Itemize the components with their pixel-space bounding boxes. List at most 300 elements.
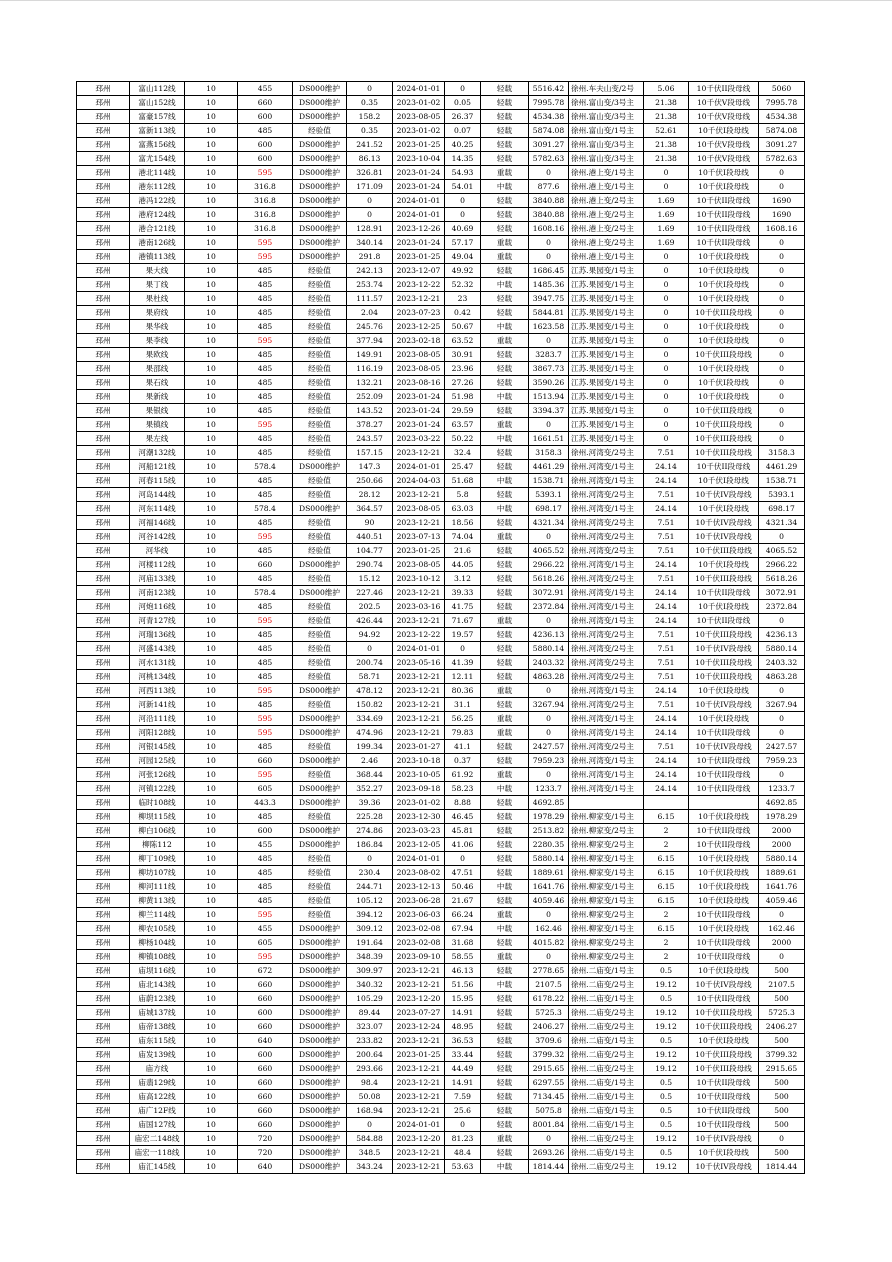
cell-load: 200.74: [347, 656, 393, 670]
cell-substation-margin: 19.12: [644, 978, 689, 992]
cell-remaining-capacity: 3840.88: [529, 194, 569, 208]
cell-load-rate: 61.92: [445, 768, 481, 782]
cell-load: 340.14: [347, 236, 393, 250]
cell-substation: 徐州.河湾变/2号主: [569, 642, 644, 656]
cell-date: 2023-02-08: [393, 936, 445, 950]
cell-line-name: 柳陈112: [130, 838, 185, 852]
cell-load-rate: 48.4: [445, 1146, 481, 1160]
cell-area: 邳州: [77, 838, 130, 852]
table-row: [77, 320, 805, 334]
cell-ampacity: 600: [238, 152, 293, 166]
cell-date: 2023-08-05: [393, 362, 445, 376]
cell-open-capacity: 2372.84: [759, 600, 805, 614]
table-row: [77, 362, 805, 376]
cell-area: 邳州: [77, 208, 130, 222]
cell-voltage: 10: [185, 894, 238, 908]
cell-rating-type: 经验值: [293, 334, 347, 348]
cell-remaining-capacity: 7959.23: [529, 754, 569, 768]
cell-open-capacity: 4065.52: [759, 544, 805, 558]
cell-rating-type: DS000维护: [293, 180, 347, 194]
cell-load-status: 轻载: [481, 698, 529, 712]
cell-ampacity: 595: [238, 250, 293, 264]
cell-load: 94.92: [347, 628, 393, 642]
cell-load-status: 轻载: [481, 754, 529, 768]
cell-busbar: 10千伏IV段母线: [689, 978, 759, 992]
cell-load: 15.12: [347, 572, 393, 586]
cell-load-status: 重载: [481, 768, 529, 782]
cell-busbar: 10千伏I段母线: [689, 558, 759, 572]
cell-remaining-capacity: 0: [529, 1132, 569, 1146]
cell-rating-type: DS000维护: [293, 754, 347, 768]
cell-substation: 徐州.港上变/2号主: [569, 194, 644, 208]
cell-line-name: 庙方线: [130, 1062, 185, 1076]
cell-substation: 徐州.富山变/3号主: [569, 152, 644, 166]
cell-ampacity: 485: [238, 278, 293, 292]
cell-line-name: 富豪157线: [130, 110, 185, 124]
cell-line-name: 河谷142线: [130, 530, 185, 544]
cell-busbar: 10千伏I段母线: [689, 320, 759, 334]
cell-open-capacity: 500: [759, 964, 805, 978]
cell-date: 2023-08-16: [393, 376, 445, 390]
cell-date: 2023-10-05: [393, 768, 445, 782]
cell-line-name: 港冯122线: [130, 194, 185, 208]
cell-area: 邳州: [77, 1076, 130, 1090]
cell-open-capacity: 1690: [759, 208, 805, 222]
cell-remaining-capacity: 162.46: [529, 922, 569, 936]
cell-ampacity: 485: [238, 642, 293, 656]
cell-busbar: 10千伏V段母线: [689, 96, 759, 110]
cell-substation-margin: 7.51: [644, 544, 689, 558]
cell-load-status: 轻载: [481, 124, 529, 138]
cell-area: 邳州: [77, 852, 130, 866]
cell-date: 2023-12-30: [393, 810, 445, 824]
cell-open-capacity: 4863.28: [759, 670, 805, 684]
table-row: [77, 964, 805, 978]
cell-load: 200.64: [347, 1048, 393, 1062]
cell-load-status: 轻载: [481, 208, 529, 222]
cell-ampacity: 316.8: [238, 194, 293, 208]
table-row: [77, 866, 805, 880]
cell-line-name: 庙广12F线: [130, 1104, 185, 1118]
cell-load: 440.51: [347, 530, 393, 544]
cell-date: 2023-07-23: [393, 306, 445, 320]
cell-remaining-capacity: 5075.8: [529, 1104, 569, 1118]
cell-voltage: 10: [185, 362, 238, 376]
cell-load: 104.77: [347, 544, 393, 558]
cell-date: 2023-03-22: [393, 432, 445, 446]
cell-open-capacity: 4461.29: [759, 460, 805, 474]
cell-substation-margin: 7.51: [644, 642, 689, 656]
cell-remaining-capacity: 5880.14: [529, 852, 569, 866]
cell-substation-margin: 0: [644, 166, 689, 180]
cell-area: 邳州: [77, 642, 130, 656]
cell-date: 2023-12-21: [393, 488, 445, 502]
cell-load-rate: 0: [445, 852, 481, 866]
cell-load-status: 中载: [481, 1160, 529, 1174]
cell-ampacity: 600: [238, 138, 293, 152]
cell-open-capacity: 2000: [759, 936, 805, 950]
table-row: [77, 628, 805, 642]
cell-rating-type: 经验值: [293, 768, 347, 782]
cell-busbar: 10千伏II段母线: [689, 222, 759, 236]
cell-load-status: 轻载: [481, 460, 529, 474]
table-row: [77, 978, 805, 992]
cell-voltage: 10: [185, 614, 238, 628]
cell-load-rate: 27.26: [445, 376, 481, 390]
cell-open-capacity: 1889.61: [759, 866, 805, 880]
cell-line-name: 庙蔚123线: [130, 992, 185, 1006]
cell-load-rate: 66.24: [445, 908, 481, 922]
cell-load-rate: 36.53: [445, 1034, 481, 1048]
cell-load: 105.29: [347, 992, 393, 1006]
cell-open-capacity: 0: [759, 950, 805, 964]
cell-substation-margin: 6.15: [644, 810, 689, 824]
cell-area: 邳州: [77, 446, 130, 460]
page-top-rule: [0, 0, 892, 1]
cell-load-status: 中载: [481, 880, 529, 894]
cell-date: 2023-12-21: [393, 446, 445, 460]
table-row: [77, 824, 805, 838]
cell-load-status: 中载: [481, 474, 529, 488]
cell-ampacity: 605: [238, 936, 293, 950]
cell-remaining-capacity: 0: [529, 250, 569, 264]
cell-rating-type: DS000维护: [293, 250, 347, 264]
cell-area: 邳州: [77, 1160, 130, 1174]
cell-line-name: 柳杨104线: [130, 936, 185, 950]
cell-remaining-capacity: 3590.26: [529, 376, 569, 390]
cell-date: 2023-12-21: [393, 964, 445, 978]
cell-busbar: 10千伏II段母线: [689, 586, 759, 600]
cell-ampacity: 595: [238, 684, 293, 698]
cell-rating-type: DS000维护: [293, 1048, 347, 1062]
cell-busbar: 10千伏IV段母线: [689, 488, 759, 502]
table-row: [77, 82, 805, 96]
cell-load-status: 重载: [481, 530, 529, 544]
cell-line-name: 果左线: [130, 432, 185, 446]
table-row: [77, 796, 805, 810]
cell-voltage: 10: [185, 432, 238, 446]
cell-ampacity: 485: [238, 306, 293, 320]
cell-voltage: 10: [185, 418, 238, 432]
cell-rating-type: 经验值: [293, 614, 347, 628]
cell-date: 2023-03-16: [393, 600, 445, 614]
cell-date: 2023-12-21: [393, 614, 445, 628]
cell-date: 2023-12-21: [393, 1062, 445, 1076]
cell-ampacity: 485: [238, 348, 293, 362]
cell-rating-type: DS000维护: [293, 1076, 347, 1090]
cell-substation: 徐州.河湾变/1号主: [569, 614, 644, 628]
cell-load: 584.88: [347, 1132, 393, 1146]
cell-date: 2023-01-24: [393, 236, 445, 250]
cell-ampacity: 485: [238, 894, 293, 908]
cell-rating-type: 经验值: [293, 530, 347, 544]
cell-voltage: 10: [185, 782, 238, 796]
cell-remaining-capacity: 0: [529, 418, 569, 432]
cell-voltage: 10: [185, 712, 238, 726]
cell-load-status: 重载: [481, 334, 529, 348]
table-row: [77, 222, 805, 236]
cell-load-rate: 41.39: [445, 656, 481, 670]
cell-area: 邳州: [77, 96, 130, 110]
cell-line-name: 港镇113线: [130, 250, 185, 264]
cell-substation: 徐州.河湾变/1号主: [569, 558, 644, 572]
cell-voltage: 10: [185, 600, 238, 614]
cell-rating-type: DS000维护: [293, 152, 347, 166]
cell-date: 2024-01-01: [393, 852, 445, 866]
cell-load: 50.08: [347, 1090, 393, 1104]
cell-load-status: 轻载: [481, 194, 529, 208]
cell-substation-margin: 24.14: [644, 712, 689, 726]
cell-load-rate: 32.4: [445, 446, 481, 460]
cell-load-rate: 54.01: [445, 180, 481, 194]
cell-date: 2023-02-18: [393, 334, 445, 348]
cell-area: 邳州: [77, 124, 130, 138]
cell-load-rate: 0: [445, 82, 481, 96]
cell-substation-margin: 6.15: [644, 894, 689, 908]
cell-line-name: 果镇线: [130, 418, 185, 432]
cell-voltage: 10: [185, 1020, 238, 1034]
table-row: [77, 922, 805, 936]
cell-open-capacity: 500: [759, 992, 805, 1006]
cell-load: 230.4: [347, 866, 393, 880]
cell-load-rate: 26.37: [445, 110, 481, 124]
cell-load-rate: 54.93: [445, 166, 481, 180]
cell-busbar: 10千伏I段母线: [689, 278, 759, 292]
cell-load-rate: 50.67: [445, 320, 481, 334]
table-row: [77, 810, 805, 824]
cell-load-rate: 79.83: [445, 726, 481, 740]
cell-area: 邳州: [77, 1146, 130, 1160]
cell-ampacity: 595: [238, 908, 293, 922]
cell-ampacity: 600: [238, 110, 293, 124]
cell-area: 邳州: [77, 334, 130, 348]
cell-substation-margin: 2: [644, 950, 689, 964]
cell-area: 邳州: [77, 1048, 130, 1062]
cell-remaining-capacity: 2280.35: [529, 838, 569, 852]
table-row: [77, 306, 805, 320]
cell-ampacity: 485: [238, 390, 293, 404]
cell-date: 2023-08-02: [393, 866, 445, 880]
cell-voltage: 10: [185, 810, 238, 824]
cell-area: 邳州: [77, 1062, 130, 1076]
cell-remaining-capacity: 4015.82: [529, 936, 569, 950]
cell-load-rate: 41.75: [445, 600, 481, 614]
cell-date: 2023-01-24: [393, 180, 445, 194]
cell-busbar: 10千伏II段母线: [689, 194, 759, 208]
cell-busbar: 10千伏V段母线: [689, 110, 759, 124]
cell-rating-type: 经验值: [293, 348, 347, 362]
table-row: [77, 642, 805, 656]
cell-voltage: 10: [185, 306, 238, 320]
cell-date: 2023-08-05: [393, 558, 445, 572]
cell-load-rate: 0: [445, 208, 481, 222]
cell-ampacity: 578.4: [238, 460, 293, 474]
cell-load: 147.3: [347, 460, 393, 474]
cell-rating-type: 经验值: [293, 432, 347, 446]
cell-open-capacity: 0: [759, 432, 805, 446]
cell-substation: 徐州.港上变/1号主: [569, 250, 644, 264]
cell-busbar: 10千伏II段母线: [689, 838, 759, 852]
cell-busbar: 10千伏I段母线: [689, 502, 759, 516]
cell-substation-margin: 0: [644, 362, 689, 376]
cell-voltage: 10: [185, 516, 238, 530]
cell-date: 2023-12-22: [393, 278, 445, 292]
cell-remaining-capacity: 4321.34: [529, 516, 569, 530]
cell-load: 334.69: [347, 712, 393, 726]
cell-open-capacity: 5060: [759, 82, 805, 96]
cell-date: 2023-10-12: [393, 572, 445, 586]
cell-remaining-capacity: 3267.94: [529, 698, 569, 712]
cell-load-rate: 45.81: [445, 824, 481, 838]
cell-remaining-capacity: 4461.29: [529, 460, 569, 474]
cell-date: 2023-10-04: [393, 152, 445, 166]
cell-ampacity: 485: [238, 124, 293, 138]
cell-line-name: 果华线: [130, 320, 185, 334]
cell-substation: 徐州.河湾变/1号主: [569, 782, 644, 796]
cell-open-capacity: 4692.85: [759, 796, 805, 810]
cell-substation-margin: 0: [644, 432, 689, 446]
cell-line-name: 河银145线: [130, 740, 185, 754]
cell-line-name: 河庙133线: [130, 572, 185, 586]
cell-open-capacity: 698.17: [759, 502, 805, 516]
cell-remaining-capacity: 3799.32: [529, 1048, 569, 1062]
cell-line-name: 河水131线: [130, 656, 185, 670]
cell-remaining-capacity: 1233.7: [529, 782, 569, 796]
cell-busbar: 10千伏I段母线: [689, 376, 759, 390]
cell-substation-margin: 0: [644, 306, 689, 320]
cell-load: 98.4: [347, 1076, 393, 1090]
cell-substation: 江苏.果园变/1号主: [569, 418, 644, 432]
cell-substation: 江苏.果园变/1号主: [569, 390, 644, 404]
cell-load-rate: 25.47: [445, 460, 481, 474]
cell-busbar: 10千伏I段母线: [689, 264, 759, 278]
cell-voltage: 10: [185, 348, 238, 362]
cell-remaining-capacity: 5782.63: [529, 152, 569, 166]
cell-remaining-capacity: 3840.88: [529, 208, 569, 222]
cell-load-rate: 51.56: [445, 978, 481, 992]
cell-remaining-capacity: 3283.7: [529, 348, 569, 362]
cell-remaining-capacity: 0: [529, 768, 569, 782]
cell-voltage: 10: [185, 572, 238, 586]
cell-line-name: 果府线: [130, 306, 185, 320]
cell-substation-margin: 21.38: [644, 152, 689, 166]
cell-area: 邳州: [77, 796, 130, 810]
cell-load-rate: 0.07: [445, 124, 481, 138]
cell-busbar: 10千伏I段母线: [689, 922, 759, 936]
cell-open-capacity: 5725.3: [759, 1006, 805, 1020]
cell-line-name: 庙汇145线: [130, 1160, 185, 1174]
cell-line-name: 河阳128线: [130, 726, 185, 740]
cell-load-rate: 48.95: [445, 1020, 481, 1034]
cell-voltage: 10: [185, 726, 238, 740]
cell-busbar: 10千伏III段母线: [689, 446, 759, 460]
cell-open-capacity: 0: [759, 180, 805, 194]
cell-open-capacity: 3158.3: [759, 446, 805, 460]
cell-substation-margin: 0.5: [644, 1104, 689, 1118]
cell-open-capacity: 5880.14: [759, 642, 805, 656]
cell-area: 邳州: [77, 586, 130, 600]
cell-load-status: 轻载: [481, 586, 529, 600]
cell-date: 2023-12-07: [393, 264, 445, 278]
cell-open-capacity: 7995.78: [759, 96, 805, 110]
cell-ampacity: 660: [238, 1062, 293, 1076]
cell-load-status: 重载: [481, 950, 529, 964]
table-body: [77, 82, 805, 1174]
cell-remaining-capacity: 2427.57: [529, 740, 569, 754]
cell-load-rate: 12.11: [445, 670, 481, 684]
cell-substation-margin: 1.69: [644, 194, 689, 208]
cell-remaining-capacity: 1889.61: [529, 866, 569, 880]
cell-substation-margin: 52.61: [644, 124, 689, 138]
cell-ampacity: 485: [238, 544, 293, 558]
cell-load-rate: 63.57: [445, 418, 481, 432]
cell-load-status: 轻载: [481, 838, 529, 852]
table-row: [77, 908, 805, 922]
cell-load-status: 轻载: [481, 1062, 529, 1076]
cell-date: 2024-04-03: [393, 474, 445, 488]
cell-date: 2023-01-25: [393, 250, 445, 264]
cell-ampacity: 485: [238, 432, 293, 446]
cell-voltage: 10: [185, 208, 238, 222]
cell-remaining-capacity: 6297.55: [529, 1076, 569, 1090]
cell-load-rate: 0.05: [445, 96, 481, 110]
cell-load: 0: [347, 194, 393, 208]
cell-substation: 徐州.柳家变/1号主: [569, 810, 644, 824]
cell-substation-margin: 24.14: [644, 502, 689, 516]
cell-remaining-capacity: 2693.26: [529, 1146, 569, 1160]
cell-area: 邳州: [77, 572, 130, 586]
cell-load: 326.81: [347, 166, 393, 180]
cell-substation: 徐州.河湾变/1号主: [569, 726, 644, 740]
cell-line-name: 港合121线: [130, 222, 185, 236]
cell-substation-margin: 0.5: [644, 1076, 689, 1090]
cell-open-capacity: 0: [759, 292, 805, 306]
cell-date: 2024-01-01: [393, 1118, 445, 1132]
cell-busbar: 10千伏II段母线: [689, 754, 759, 768]
cell-substation-margin: 2: [644, 908, 689, 922]
cell-busbar: 10千伏III段母线: [689, 544, 759, 558]
cell-substation-margin: 0: [644, 180, 689, 194]
cell-voltage: 10: [185, 754, 238, 768]
cell-substation: 徐州.柳家变/2号主: [569, 908, 644, 922]
cell-substation: 徐州.柳家变/2号主: [569, 950, 644, 964]
cell-open-capacity: 0: [759, 166, 805, 180]
cell-substation-margin: 6.15: [644, 880, 689, 894]
table-row: [77, 558, 805, 572]
cell-load: 348.5: [347, 1146, 393, 1160]
table-row: [77, 166, 805, 180]
cell-busbar: 10千伏IV段母线: [689, 698, 759, 712]
table-row: [77, 1160, 805, 1174]
cell-load-rate: 14.35: [445, 152, 481, 166]
cell-load-rate: 0: [445, 194, 481, 208]
cell-ampacity: 660: [238, 558, 293, 572]
cell-ampacity: 443.3: [238, 796, 293, 810]
cell-line-name: 果大线: [130, 264, 185, 278]
cell-substation: 徐州.河湾变/1号主: [569, 684, 644, 698]
cell-substation: 徐州.河湾变/2号主: [569, 516, 644, 530]
cell-open-capacity: 0: [759, 334, 805, 348]
cell-ampacity: 640: [238, 1160, 293, 1174]
cell-busbar: 10千伏I段母线: [689, 880, 759, 894]
cell-rating-type: DS000维护: [293, 1146, 347, 1160]
cell-ampacity: 595: [238, 768, 293, 782]
cell-load: 343.24: [347, 1160, 393, 1174]
cell-date: 2023-12-21: [393, 1034, 445, 1048]
table-row: [77, 376, 805, 390]
table-row: [77, 138, 805, 152]
cell-ampacity: 720: [238, 1146, 293, 1160]
